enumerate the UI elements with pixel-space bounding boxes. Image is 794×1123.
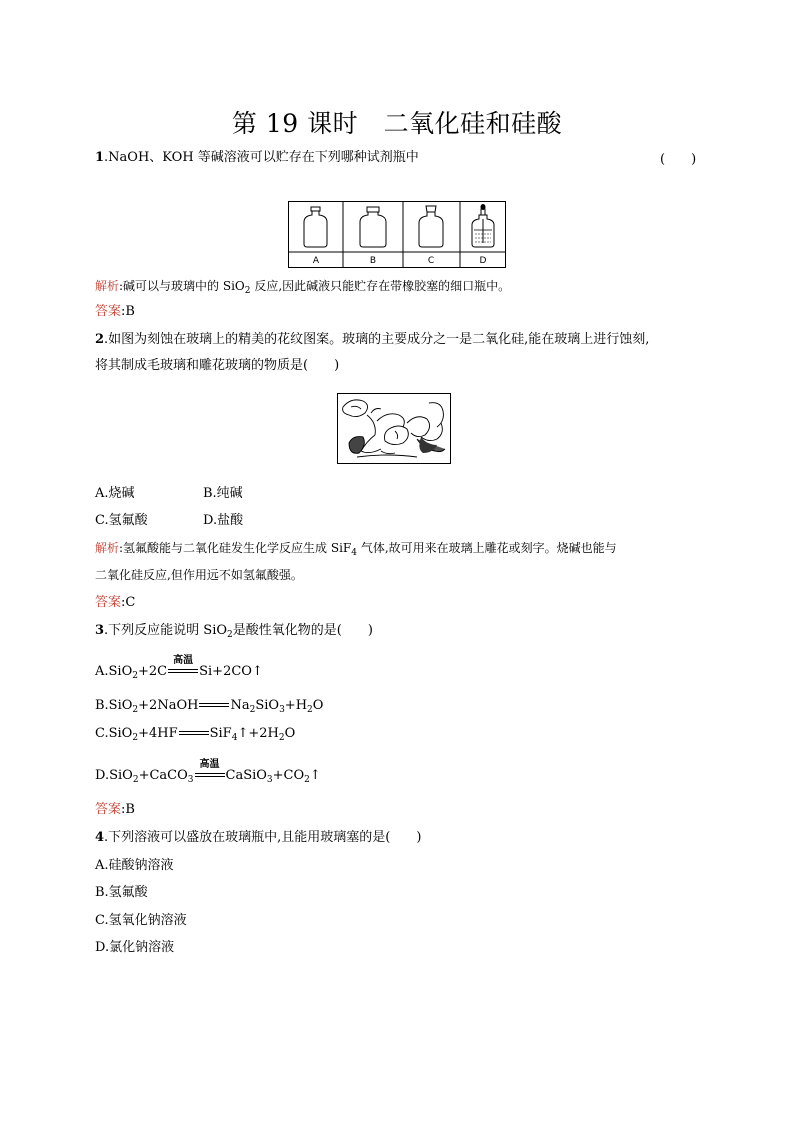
condition-arrow: 高温 bbox=[168, 663, 198, 677]
answer-paren: ( ) bbox=[660, 152, 697, 167]
option-d: D.盐酸 bbox=[203, 513, 244, 528]
question-number: 3 bbox=[95, 623, 105, 638]
analysis: 解析:氢氟酸能与二氧化硅发生化学反应生成 SiF$_4$ 气体,故可用来在玻璃上雕花或刻字。烧碱也能与 bbox=[95, 541, 617, 558]
answer: 答案:C bbox=[95, 595, 136, 610]
condition-arrow: 高温 bbox=[195, 767, 225, 781]
option-b: B.纯碱 bbox=[203, 486, 243, 501]
equals-arrow bbox=[179, 725, 209, 739]
dropper-bottle-d-icon bbox=[472, 204, 494, 247]
analysis: 解析:碱可以与玻璃中的 SiO$_2$ 反应,因此碱液只能贮存在带橡胶塞的细口瓶中。 bbox=[95, 279, 511, 296]
question-3: 3.下列反应能说明 SiO$_2$是酸性氧化物的是( ) bbox=[95, 623, 373, 640]
analysis-label: 解析 bbox=[95, 279, 120, 293]
question-text: .NaOH、KOH 等碱溶液可以贮存在下列哪种试剂瓶中 bbox=[104, 150, 419, 165]
bottle-label-d: D bbox=[479, 256, 487, 266]
option-c-reaction: C.SiO$_2$+4HF $SiF_4↑+2H_2O$ bbox=[95, 726, 296, 743]
question-1 bbox=[95, 148, 419, 168]
page-title: 第 19 课时 二氧化硅和硅酸 bbox=[231, 109, 563, 138]
bottle-b-icon bbox=[360, 207, 386, 247]
equals-arrow bbox=[199, 697, 229, 711]
bottle-c-icon bbox=[419, 206, 443, 247]
option-c: C.氢氟酸 bbox=[95, 513, 148, 528]
bottle-label-b: B bbox=[369, 256, 377, 266]
bottle-a-icon bbox=[304, 207, 327, 247]
question-2: 2.如图为刻蚀在玻璃上的精美的花纹图案。玻璃的主要成分之一是二氧化硅,能在玻璃上进行蚀刻, bbox=[95, 332, 650, 347]
option-d: D.氯化钠溶液 bbox=[95, 940, 175, 955]
option-b-reaction: B.SiO$_2$+2NaOH $Na_2SiO_3+H_2O$ bbox=[95, 698, 324, 715]
answer-label: 答案 bbox=[95, 595, 122, 610]
analysis-line-2: 二氧化硅反应,但作用远不如氢氟酸强。 bbox=[95, 568, 303, 582]
bottle-label-c: C bbox=[427, 256, 435, 266]
reagent-bottles-figure bbox=[288, 201, 506, 268]
option-a: A.烧碱 bbox=[95, 486, 135, 501]
analysis-label: 解析 bbox=[95, 541, 120, 555]
option-c: C.氢氧化钠溶液 bbox=[95, 913, 187, 928]
answer-label: 答案 bbox=[95, 802, 122, 817]
option-a-reaction: A.SiO$_2$+2C 高温 Si+2CO↑ bbox=[95, 655, 263, 681]
question-number: 1 bbox=[95, 150, 105, 165]
bottle-label-a: A bbox=[312, 256, 320, 266]
answer: 答案:B bbox=[95, 802, 135, 817]
option-d-reaction: D.SiO$_2$+CaCO$_3$ 高温 $CaSiO_3+CO_2↑$ bbox=[95, 759, 321, 785]
question-2-line-2: 将其制成毛玻璃和雕花玻璃的物质是( ) bbox=[95, 358, 340, 373]
option-b: B.氢氟酸 bbox=[95, 885, 148, 900]
question-number: 4 bbox=[95, 830, 105, 845]
question-number: 2 bbox=[95, 332, 105, 347]
option-a: A.硅酸钠溶液 bbox=[95, 858, 174, 873]
answer: 答案:B bbox=[95, 304, 135, 319]
question-4: 4.下列溶液可以盛放在玻璃瓶中,且能用玻璃塞的是( ) bbox=[95, 830, 422, 845]
etched-flower-figure bbox=[337, 393, 451, 464]
answer-label: 答案 bbox=[95, 304, 122, 319]
